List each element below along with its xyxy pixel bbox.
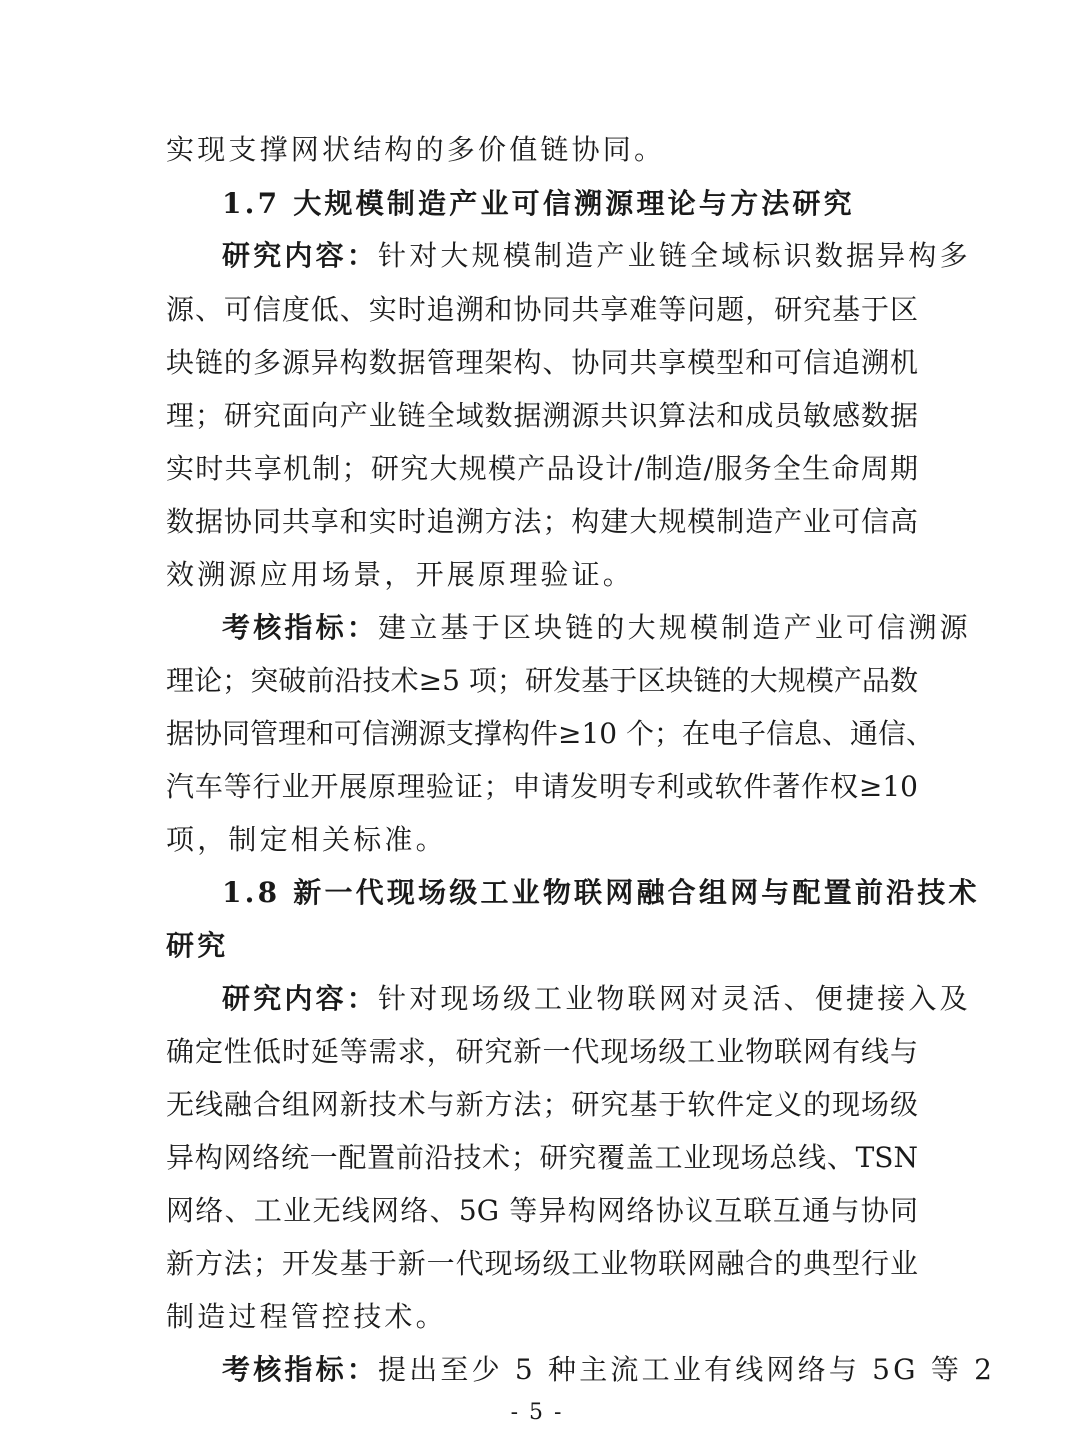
paragraph-line: 效溯源应用场景，开展原理验证。: [166, 558, 635, 591]
research-content-line: 研究内容：针对大规模制造产业链全域标识数据异构多: [222, 239, 971, 272]
research-content-line: 研究内容：针对现场级工业物联网对灵活、便捷接入及: [222, 982, 971, 1015]
paragraph-line: 新方法；开发基于新一代现场级工业物联网融合的典型行业: [166, 1247, 918, 1280]
paragraph-line: 网络、工业无线网络、5G 等异构网络协议互联互通与协同: [166, 1194, 918, 1227]
paragraph-line: 理论；突破前沿技术≥5 项；研发基于区块链的大规模产品数: [166, 664, 918, 697]
assessment-label: 考核指标：: [222, 1353, 379, 1386]
section-heading-1-8-cont: 研究: [166, 929, 229, 962]
paragraph-line: 块链的多源异构数据管理架构、协同共享模型和可信追溯机: [166, 346, 918, 379]
assessment-label: 考核指标：: [222, 611, 379, 644]
paragraph-line: 实时共享机制；研究大规模产品设计/制造/服务全生命周期: [166, 452, 918, 485]
paragraph-line: 实现支撑网状结构的多价值链协同。: [166, 133, 666, 166]
paragraph-line: 项，制定相关标准。: [166, 823, 447, 856]
research-content-label: 研究内容：: [222, 982, 379, 1015]
assessment-line: 考核指标：建立基于区块链的大规模制造产业可信溯源: [222, 611, 971, 644]
section-heading-1-7: 1.7 大规模制造产业可信溯源理论与方法研究: [222, 187, 855, 220]
page-number: - 5 -: [510, 1400, 564, 1425]
research-content-label: 研究内容：: [222, 239, 379, 272]
paragraph-line: 制造过程管控技术。: [166, 1300, 447, 1333]
paragraph-line: 异构网络统一配置前沿技术；研究覆盖工业现场总线、TSN: [166, 1141, 918, 1174]
paragraph-line: 源、可信度低、实时追溯和协同共享难等问题，研究基于区: [166, 293, 918, 326]
section-heading-1-8: 1.8 新一代现场级工业物联网融合组网与配置前沿技术: [222, 876, 980, 909]
paragraph-line: 无线融合组网新技术与新方法；研究基于软件定义的现场级: [166, 1088, 918, 1121]
paragraph-line: 汽车等行业开展原理验证；申请发明专利或软件著作权≥10: [166, 770, 918, 803]
paragraph-line: 据协同管理和可信溯源支撑构件≥10 个；在电子信息、通信、: [166, 717, 934, 750]
paragraph-line: 数据协同共享和实时追溯方法；构建大规模制造产业可信高: [166, 505, 918, 538]
paragraph-line: 确定性低时延等需求，研究新一代现场级工业物联网有线与: [166, 1035, 918, 1068]
assessment-line: 考核指标：提出至少 5 种主流工业有线网络与 5G 等 2: [222, 1353, 996, 1386]
paragraph-line: 理；研究面向产业链全域数据溯源共识算法和成员敏感数据: [166, 399, 918, 432]
